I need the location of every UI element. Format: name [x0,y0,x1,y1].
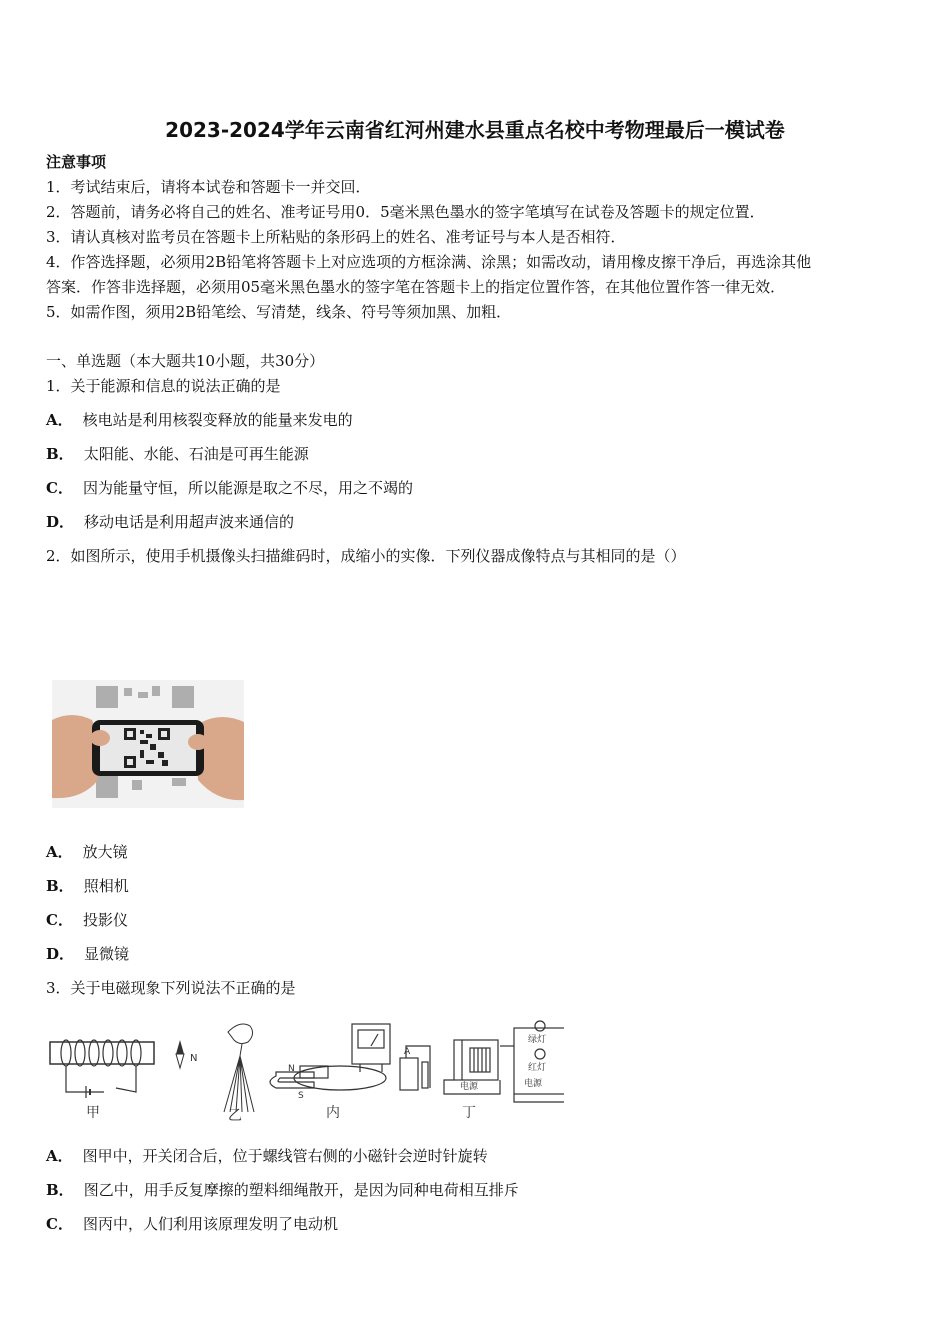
figure-label-bing: 内 [326,1105,340,1121]
plastic-string-diagram [224,1024,254,1112]
question-3-stem: 3．关于电磁现象下列说法不正确的是 [46,979,296,997]
red-lamp-label: 红灯 [528,1063,547,1073]
notice-item: 5．如需作图，须用2B铅笔绘、写清楚，线条、符号等须加黑、加粗． [46,303,512,321]
magnet-n-label: N [288,1064,295,1074]
notice-item: 答案．作答非选择题，必须用05毫米黑色墨水的签字笔在答题卡上的指定位置作答，在其他位置作答一律无效． [46,278,786,296]
notice-item: 4．作答选择题，必须用2B铅笔将答题卡上对应选项的方框涂满、涂黑；如需改动，请用橡皮擦干净后，再选涂其他 [46,253,812,271]
notice-item: 2．答题前，请务必将自己的姓名、准考证号用0．5毫米黑色墨水的签字笔填写在试卷及答题卡的规定位置． [46,203,765,221]
question-1-stem: 1．关于能源和信息的说法正确的是 [46,377,281,395]
magnet-s-label: S [298,1091,304,1101]
notice-heading: 注意事项 [46,153,107,171]
power-label-1: 电源 [460,1082,479,1092]
solenoid-diagram [50,1040,154,1098]
question-2-option-d[interactable]: D． 显微镜 [46,945,130,963]
question-3-option-b[interactable]: B． 图乙中，用手反复摩擦的塑料细绳散开，是因为同种电荷相互排斥 [46,1181,519,1199]
figure-label-jia: 甲 [86,1105,100,1121]
question-2-stem: 2．如图所示，使用手机摄像头扫描維码时，成缩小的实像．下列仪器成像特点与其相同的是（） [46,547,686,565]
question-2-option-a[interactable]: A． 放大镜 [46,843,128,861]
question-2-option-b[interactable]: B． 照相机 [46,877,129,895]
electromagnetism-figures [44,1016,564,1124]
question-2-option-c[interactable]: C． 投影仪 [46,911,128,929]
power-label-2: 电源 [524,1079,543,1089]
question-3-option-c[interactable]: C． 图丙中，人们利用该原理发明了电动机 [46,1215,338,1233]
question-1-option-d[interactable]: D． 移动电话是利用超声波来通信的 [46,513,295,531]
question-1-option-c[interactable]: C． 因为能量守恒，所以能源是取之不尽，用之不竭的 [46,479,413,497]
relay-diagram [400,1021,564,1102]
ammeter-label: A [404,1047,411,1057]
compass-needle [176,1040,184,1068]
figure-label-yi: 乙 [228,1108,242,1124]
phone-scanning-qr-figure [52,680,244,808]
question-3-option-a[interactable]: A． 图甲中，开关闭合后，位于螺线管右侧的小磁针会逆时针旋转 [46,1147,488,1165]
green-lamp-label: 绿灯 [528,1035,547,1045]
figure-label-ding: 丁 [462,1105,476,1121]
question-1-option-a[interactable]: A． 核电站是利用核裂变释放的能量来发电的 [46,411,353,429]
compass-n-label: N [190,1053,198,1064]
exam-title: 2023-2024学年云南省红河州建水县重点名校中考物理最后一模试卷 [165,118,785,142]
question-1-option-b[interactable]: B． 太阳能、水能、石油是可再生能源 [46,445,309,463]
section-heading: 一、单选题（本大题共10小题，共30分） [46,352,325,370]
generator-diagram [270,1024,390,1090]
notice-item: 3．请认真核对监考员在答题卡上所粘贴的条形码上的姓名、准考证号与本人是否相符． [46,228,626,246]
notice-item: 1．考试结束后，请将本试卷和答题卡一并交回． [46,178,371,196]
